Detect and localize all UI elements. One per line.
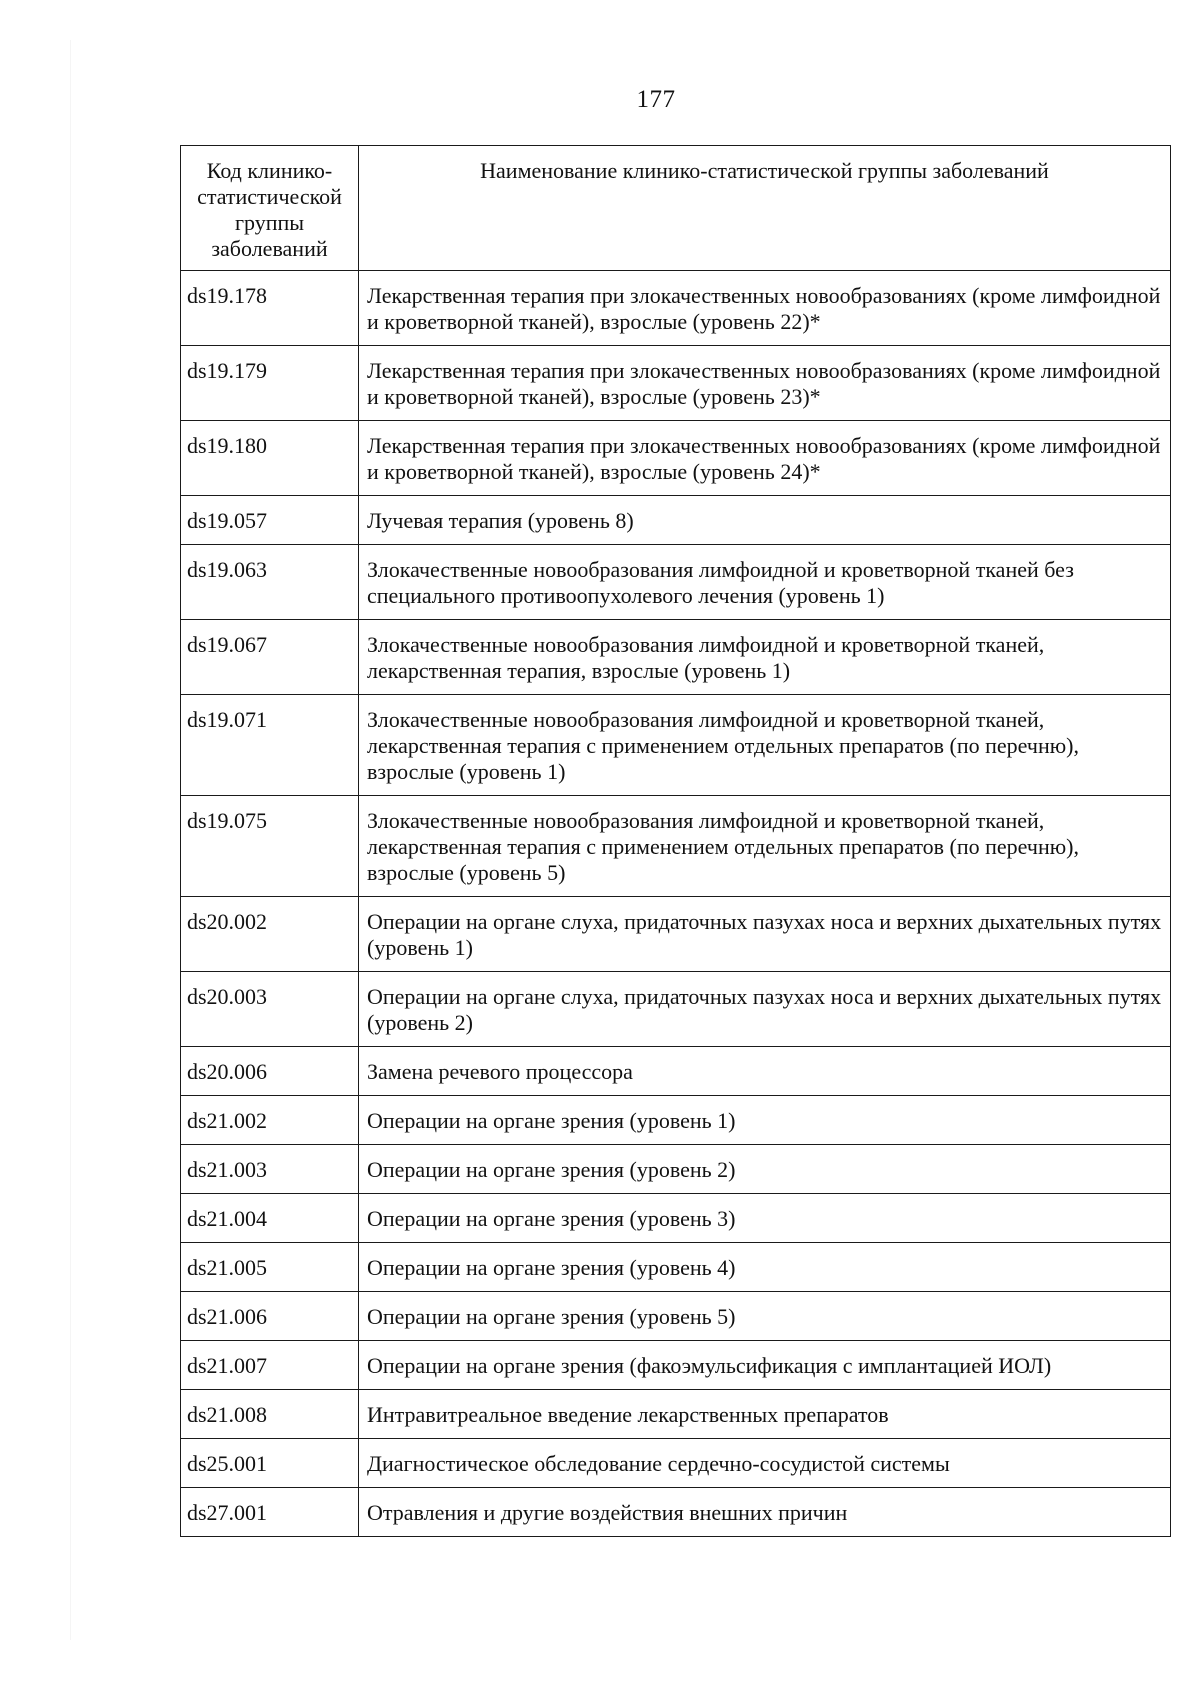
row-name: Лучевая терапия (уровень 8) [359, 496, 1171, 545]
table-row [181, 1488, 1171, 1537]
row-code: ds25.001 [181, 1439, 359, 1488]
row-code: ds27.001 [181, 1488, 359, 1537]
row-code: ds21.006 [181, 1292, 359, 1341]
table-row [181, 1243, 1171, 1292]
row-name: Операции на органе зрения (факоэмульсификация с имплантацией ИОЛ) [359, 1341, 1171, 1390]
table-row [181, 1047, 1171, 1096]
row-name: Операции на органе зрения (уровень 5) [359, 1292, 1171, 1341]
table-row [181, 1194, 1171, 1243]
row-name: Операции на органе слуха, придаточных пазухах носа и верхних дыхательных путях (уровень 1) [359, 897, 1171, 972]
row-name: Операции на органе зрения (уровень 4) [359, 1243, 1171, 1292]
row-name: Лекарственная терапия при злокачественных новообразованиях (кроме лимфоидной и кроветворной тканей), взрослые (уровень 23)* [359, 346, 1171, 421]
header-name: Наименование клинико-статистической группы заболеваний [359, 146, 1171, 271]
row-name: Замена речевого процессора [359, 1047, 1171, 1096]
row-code: ds21.004 [181, 1194, 359, 1243]
table-row [181, 620, 1171, 695]
page-number: 177 [636, 86, 676, 113]
table-header-row [181, 146, 1171, 271]
row-code: ds19.179 [181, 346, 359, 421]
row-code: ds19.071 [181, 695, 359, 796]
ksg-table [180, 145, 1171, 1537]
table-row [181, 271, 1171, 346]
row-code: ds21.003 [181, 1145, 359, 1194]
scan-edge-shadow [70, 40, 71, 1640]
row-name: Лекарственная терапия при злокачественных новообразованиях (кроме лимфоидной и кроветворной тканей), взрослые (уровень 24)* [359, 421, 1171, 496]
row-code: ds20.006 [181, 1047, 359, 1096]
row-name: Операции на органе зрения (уровень 1) [359, 1096, 1171, 1145]
row-code: ds19.063 [181, 545, 359, 620]
row-name: Лекарственная терапия при злокачественных новообразованиях (кроме лимфоидной и кроветворной тканей), взрослые (уровень 22)* [359, 271, 1171, 346]
table-row [181, 545, 1171, 620]
table-row [181, 972, 1171, 1047]
table-row [181, 421, 1171, 496]
row-code: ds21.008 [181, 1390, 359, 1439]
row-code: ds19.057 [181, 496, 359, 545]
row-name: Интравитреальное введение лекарственных препаратов [359, 1390, 1171, 1439]
row-code: ds21.005 [181, 1243, 359, 1292]
table-row [181, 897, 1171, 972]
row-code: ds19.178 [181, 271, 359, 346]
row-name: Злокачественные новообразования лимфоидной и кроветворной тканей, лекарственная терапия с применением отдельных препаратов (по перечню), взрослые (уровень 1) [359, 695, 1171, 796]
row-code: ds20.003 [181, 972, 359, 1047]
row-name: Операции на органе слуха, придаточных пазухах носа и верхних дыхательных путях (уровень 2) [359, 972, 1171, 1047]
row-name: Злокачественные новообразования лимфоидной и кроветворной тканей, лекарственная терапия с применением отдельных препаратов (по перечню), взрослые (уровень 5) [359, 796, 1171, 897]
table-row [181, 496, 1171, 545]
row-code: ds19.075 [181, 796, 359, 897]
row-name: Отравления и другие воздействия внешних причин [359, 1488, 1171, 1537]
header-code: Код клинико-статистической группы заболеваний [181, 146, 359, 271]
row-code: ds19.180 [181, 421, 359, 496]
row-code: ds20.002 [181, 897, 359, 972]
row-name: Операции на органе зрения (уровень 2) [359, 1145, 1171, 1194]
row-code: ds21.002 [181, 1096, 359, 1145]
row-name: Злокачественные новообразования лимфоидной и кроветворной тканей, лекарственная терапия, взрослые (уровень 1) [359, 620, 1171, 695]
row-code: ds21.007 [181, 1341, 359, 1390]
table-row [181, 1341, 1171, 1390]
table-row [181, 1439, 1171, 1488]
table-row [181, 1292, 1171, 1341]
table-row [181, 796, 1171, 897]
table-row [181, 1390, 1171, 1439]
row-name: Злокачественные новообразования лимфоидной и кроветворной тканей без специального противоопухолевого лечения (уровень 1) [359, 545, 1171, 620]
table-row [181, 695, 1171, 796]
table-row [181, 1145, 1171, 1194]
row-name: Диагностическое обследование сердечно-сосудистой системы [359, 1439, 1171, 1488]
table-row [181, 1096, 1171, 1145]
row-name: Операции на органе зрения (уровень 3) [359, 1194, 1171, 1243]
row-code: ds19.067 [181, 620, 359, 695]
table-row [181, 346, 1171, 421]
